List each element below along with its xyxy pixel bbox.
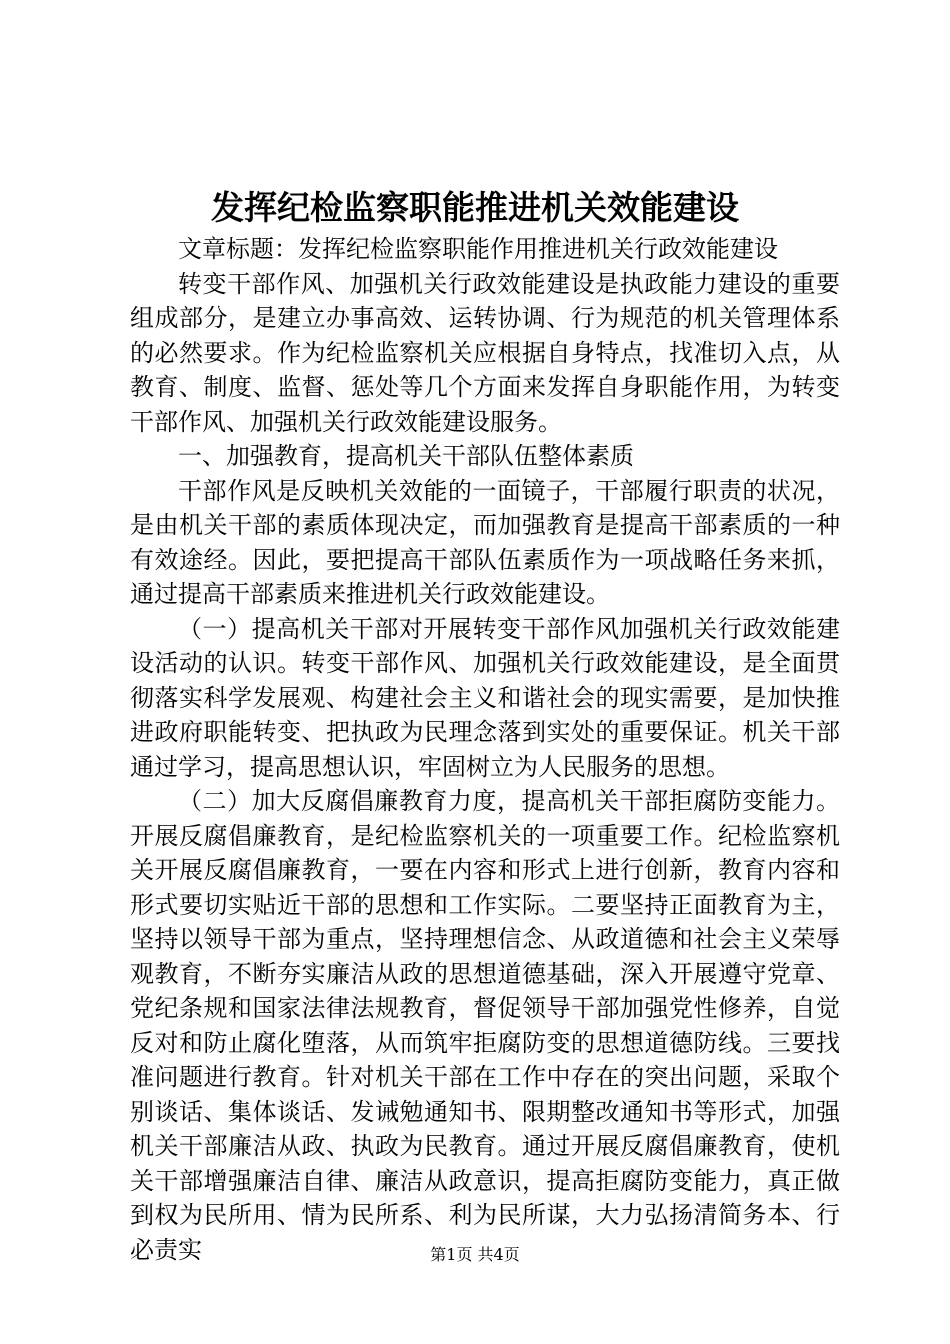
subsection-two-paragraph: （二）加大反腐倡廉教育力度，提高机关干部拒腐防变能力。开展反腐倡廉教育，是纪检监察机关的一项重要工作。纪检监察机关开展反腐倡廉教育，一要在内容和形式上进行创新，教育内容和形式要切实贴近干部的思想和工作实际。二要坚持正面教育为主，坚持以领导干部为重点，坚持理想信念、从政道德和社会主义荣辱观教育，不断夯实廉洁从政的思想道德基础，深入开展遵守党章、党纪条规和国家法律法规教育，督促领导干部加强党性修养，自觉反对和防止腐化堕落，从而筑牢拒腐防变的思想道德防线。三要找准问题进行教育。针对机关干部在工作中存在的突出问题，采取个别谈话、集体谈话、发诫勉通知书、限期整改通知书等形式，加强机关干部廉洁从政、执政为民教育。通过开展反腐倡廉教育，使机关干部增强廉洁自律、廉洁从政意识，提高拒腐防变能力，真正做到权为民所用、情为民所系、利为民所谋，大力弘扬清简务本、行必责实 — [130, 787, 840, 1264]
subsection-one-paragraph: （一）提高机关干部对开展转变干部作风加强机关行政效能建设活动的认识。转变干部作风、加强机关行政效能建设，是全面贯彻落实科学发展观、构建社会主义和谐社会的现实需要，是加快推进政府职能转变、把执政为民理念落到实处的重要保证。机关干部通过学习，提高思想认识，牢固树立为人民服务的思想。 — [130, 614, 840, 781]
article-title-line: 文章标题：发挥纪检监察职能作用推进机关行政效能建设 — [178, 235, 778, 263]
section-heading: 一、加强教育，提高机关干部队伍整体素质 — [178, 442, 634, 470]
section-paragraph: 干部作风是反映机关效能的一面镜子，干部履行职责的状况，是由机关干部的素质体现决定，而加强教育是提高干部素质的一种有效途经。因此，要把提高干部队伍素质作为一项战略任务来抓，通过提高干部素质来推进机关行政效能建设。 — [130, 476, 840, 608]
intro-paragraph: 转变干部作风、加强机关行政效能建设是执政能力建设的重要组成部分，是建立办事高效、运转协调、行为规范的机关管理体系的必然要求。作为纪检监察机关应根据自身特点，找准切入点，从教育、制度、监督、惩处等几个方面来发挥自身职能作用，为转变干部作风、加强机关行政效能建设服务。 — [130, 269, 840, 436]
document-title: 发挥纪检监察职能推进机关效能建设 — [211, 188, 739, 227]
page-footer: 第1页 共4页 — [430, 1245, 520, 1264]
document-body — [130, 232, 840, 1267]
